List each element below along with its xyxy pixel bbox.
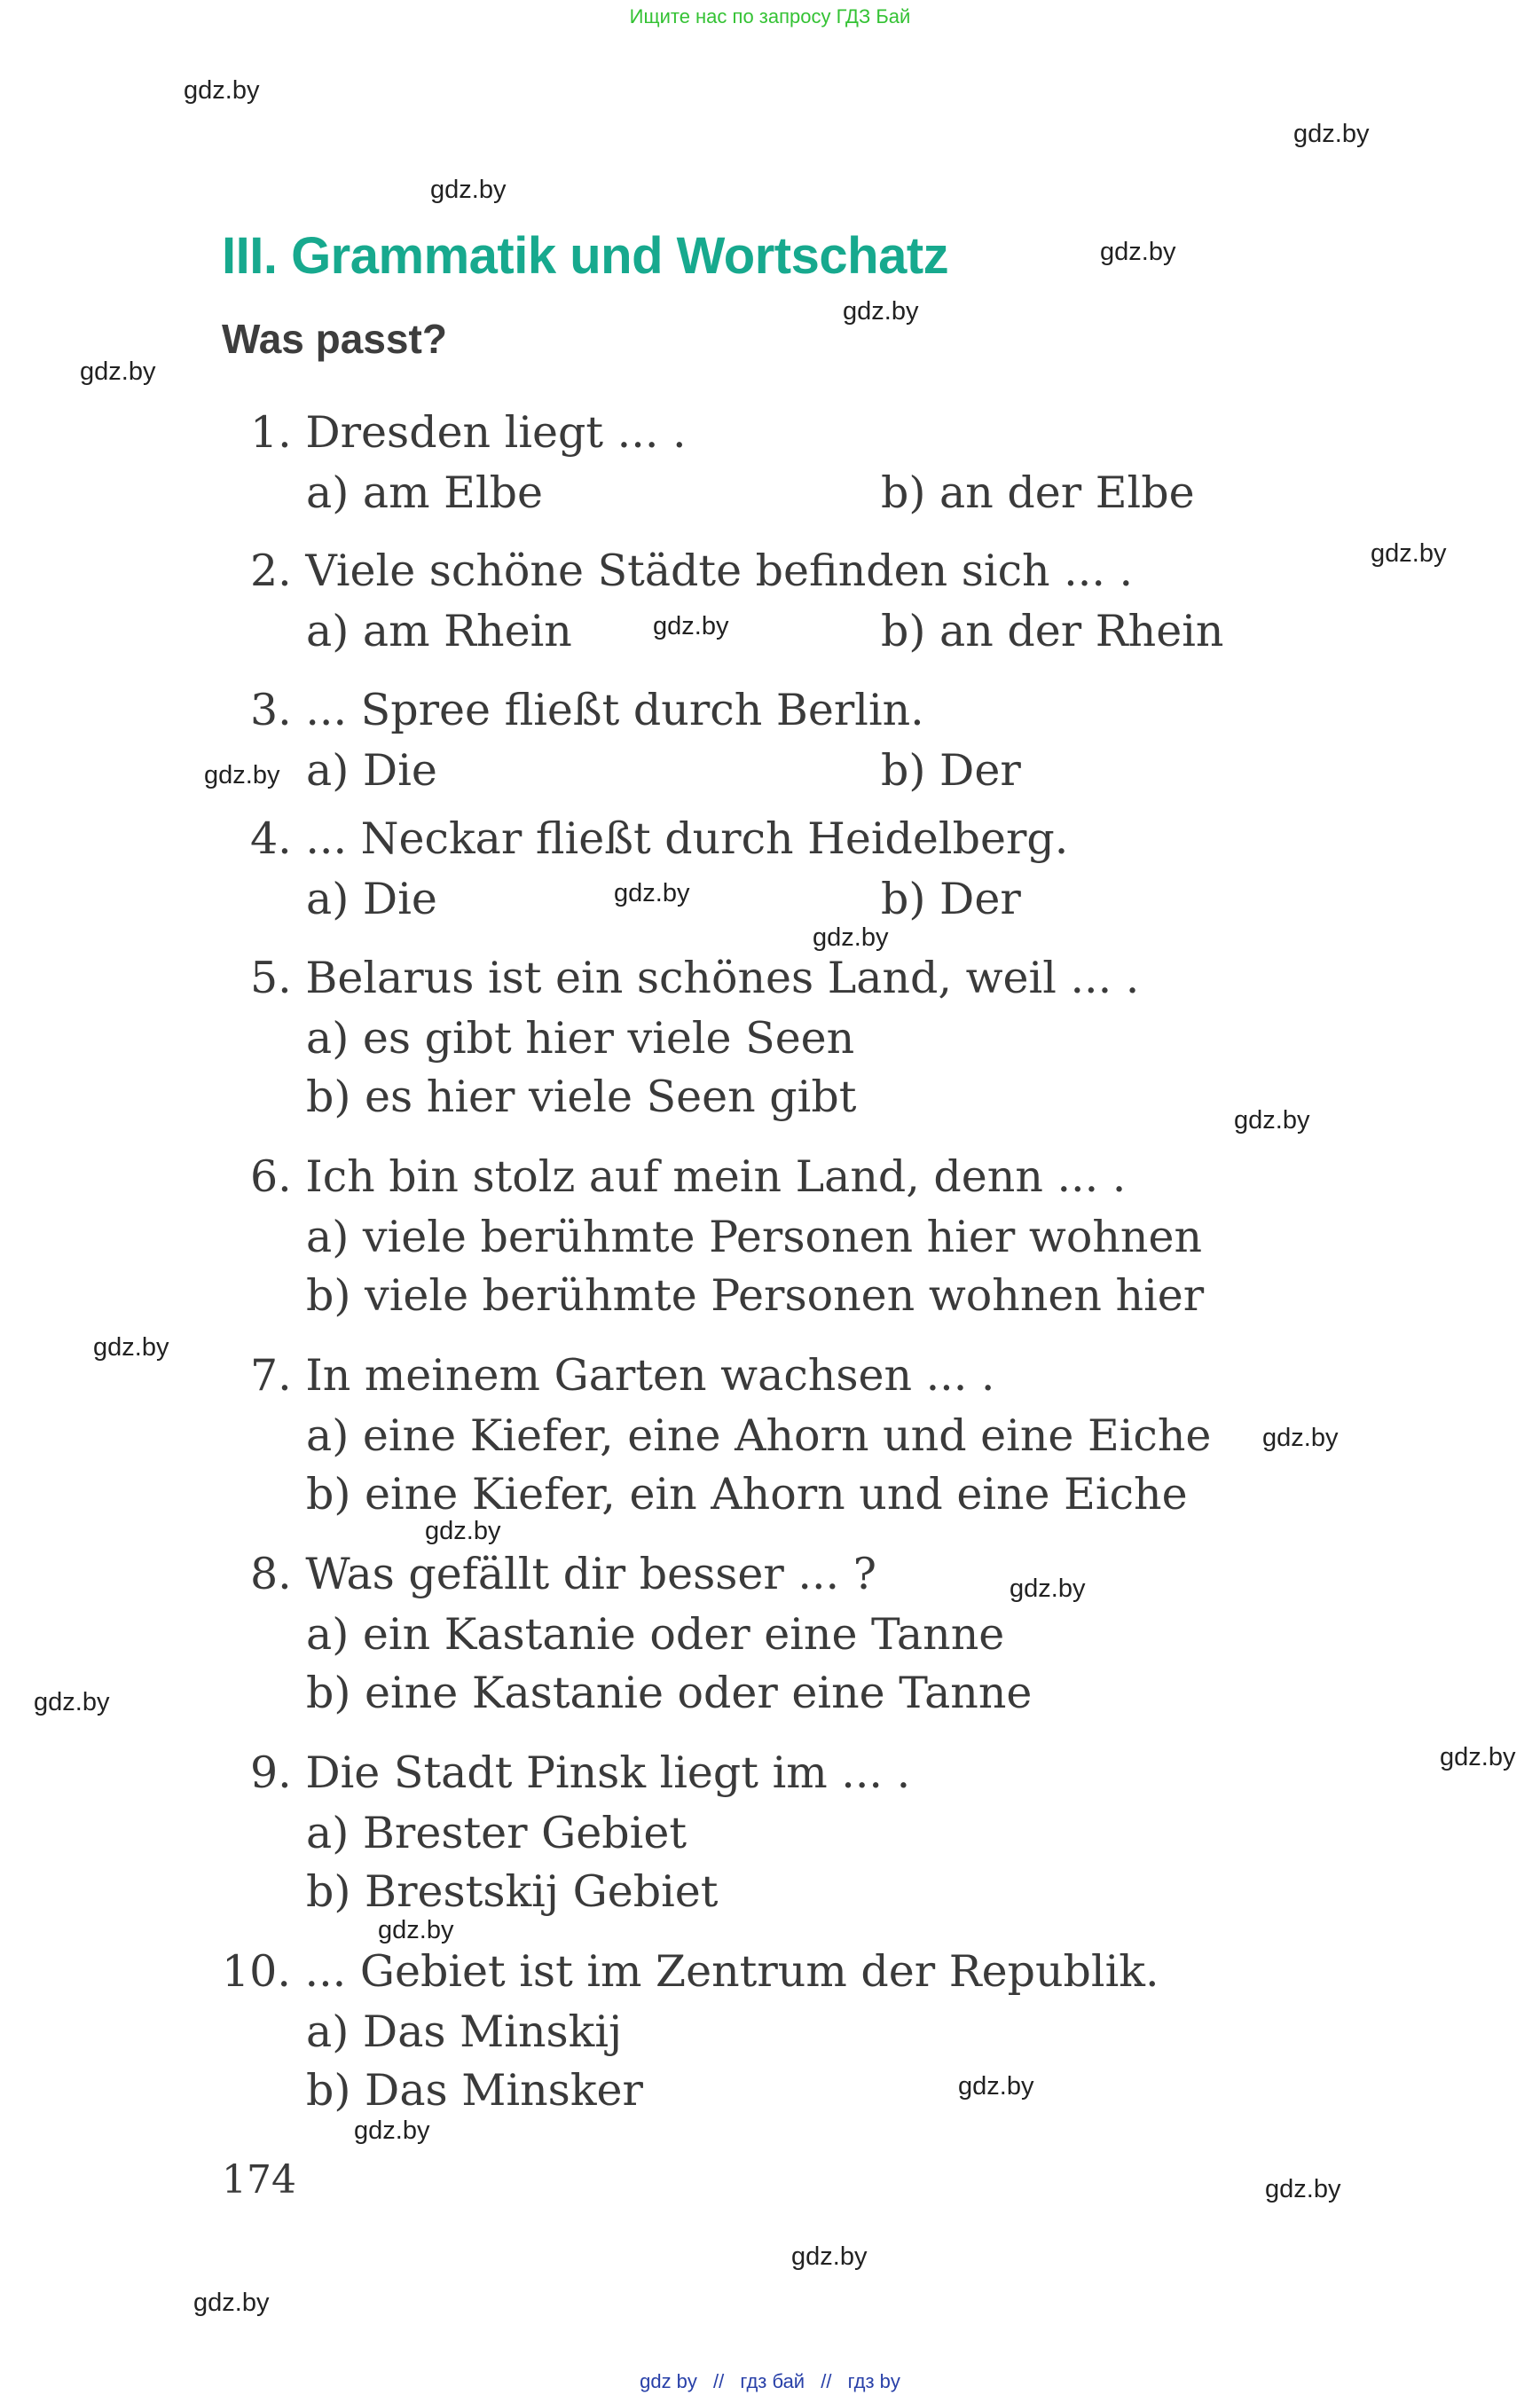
- watermark: gdz.by: [204, 761, 280, 789]
- option-b: b) Brestskij Gebiet: [306, 1866, 719, 1917]
- watermark: gdz.by: [93, 1333, 169, 1362]
- option-a: a) Die: [306, 745, 437, 796]
- watermark: gdz.by: [958, 2072, 1034, 2101]
- watermark: gdz.by: [1100, 238, 1176, 266]
- option-a: a) Die: [306, 874, 437, 924]
- watermark: gdz.by: [1234, 1106, 1310, 1135]
- footer-separator: //: [713, 2370, 725, 2392]
- page-number: 174: [222, 2157, 296, 2203]
- option-a: a) ein Kastanie oder eine Tanne: [306, 1609, 1005, 1660]
- option-a: a) viele berühmte Personen hier wohnen: [306, 1212, 1203, 1262]
- option-b: b) eine Kiefer, ein Ahorn und eine Eiche: [306, 1469, 1188, 1520]
- option-a: a) am Elbe: [306, 467, 543, 518]
- watermark: gdz.by: [1265, 2175, 1341, 2203]
- question-4: [250, 813, 1068, 866]
- question-number: 10.: [222, 1946, 291, 1997]
- watermark: gdz.by: [184, 76, 260, 105]
- watermark: gdz.by: [80, 357, 156, 386]
- watermark: gdz.by: [354, 2116, 430, 2145]
- question-number: 9.: [250, 1747, 292, 1798]
- question-text: ... Neckar fließt durch Heidelberg.: [305, 813, 1069, 864]
- section-title: III. Grammatik und Wortschatz: [222, 227, 949, 285]
- option-a: a) Brester Gebiet: [306, 1808, 688, 1858]
- question-text: In meinem Garten wachsen ... .: [305, 1350, 995, 1401]
- watermark: gdz.by: [813, 923, 889, 952]
- question-text: ... Gebiet ist im Zentrum der Republik.: [304, 1946, 1159, 1997]
- watermark: gdz.by: [378, 1916, 454, 1944]
- option-a: a) Das Minskij: [306, 2006, 623, 2057]
- option-b: b) an der Elbe: [881, 467, 1195, 518]
- question-number: 8.: [250, 1549, 292, 1599]
- question-number: 5.: [250, 953, 292, 1003]
- question-number: 2.: [250, 546, 292, 596]
- option-b: b) viele berühmte Personen wohnen hier: [306, 1270, 1205, 1321]
- option-b: b) Der: [881, 745, 1021, 796]
- question-text: Viele schöne Städte befinden sich ... .: [305, 546, 1134, 596]
- footer-separator: //: [821, 2370, 832, 2392]
- question-8: [250, 1548, 876, 1601]
- top-banner[interactable]: Ищите нас по запросу ГДЗ Бай: [629, 5, 911, 27]
- option-a: a) eine Kiefer, eine Ahorn und eine Eiche: [306, 1410, 1212, 1461]
- question-5: [250, 952, 1139, 1005]
- question-text: Die Stadt Pinsk liegt im ... .: [305, 1747, 911, 1798]
- watermark: gdz.by: [1262, 1424, 1339, 1452]
- question-number: 3.: [250, 685, 292, 735]
- exercise-subtitle: Was passt?: [222, 316, 447, 362]
- question-number: 6.: [250, 1151, 292, 1202]
- question-3: [250, 684, 924, 737]
- question-text: Was gefällt dir besser ... ?: [305, 1549, 876, 1599]
- watermark: gdz.by: [193, 2289, 270, 2317]
- watermark: gdz.by: [1371, 539, 1447, 568]
- footer-links: [0, 2370, 1540, 2393]
- watermark: gdz.by: [653, 612, 729, 640]
- question-text: ... Spree fließt durch Berlin.: [305, 685, 924, 735]
- option-b: b) Der: [881, 874, 1021, 924]
- question-number: 1.: [250, 407, 292, 458]
- watermark: gdz.by: [614, 879, 690, 907]
- option-a: a) am Rhein: [306, 606, 572, 656]
- question-6: [250, 1150, 1126, 1204]
- watermark: gdz.by: [425, 1517, 501, 1545]
- question-10: [222, 1945, 1159, 1999]
- watermark: gdz.by: [34, 1688, 110, 1716]
- question-number: 7.: [250, 1350, 292, 1401]
- question-text: Dresden liegt ... .: [305, 407, 687, 458]
- option-b: b) eine Kastanie oder eine Tanne: [306, 1668, 1033, 1718]
- question-7: [250, 1349, 994, 1402]
- footer-link[interactable]: gdz by: [640, 2370, 697, 2392]
- option-a: a) es gibt hier viele Seen: [306, 1013, 855, 1064]
- watermark: gdz.by: [1010, 1575, 1086, 1603]
- option-b: b) Das Minsker: [306, 2065, 643, 2116]
- question-1: [250, 406, 687, 459]
- footer-link[interactable]: гдз by: [847, 2370, 900, 2392]
- question-9: [250, 1747, 910, 1800]
- watermark: gdz.by: [843, 297, 919, 326]
- question-2: [250, 545, 1133, 598]
- watermark: gdz.by: [1293, 120, 1370, 148]
- question-text: Ich bin stolz auf mein Land, denn ... .: [305, 1151, 1127, 1202]
- option-b: b) es hier viele Seen gibt: [306, 1072, 857, 1122]
- question-number: 4.: [250, 813, 292, 864]
- watermark: gdz.by: [791, 2242, 868, 2271]
- option-b: b) an der Rhein: [881, 606, 1224, 656]
- question-text: Belarus ist ein schönes Land, weil ... .: [305, 953, 1140, 1003]
- watermark: gdz.by: [1440, 1743, 1516, 1771]
- footer-link[interactable]: гдз бай: [740, 2370, 805, 2392]
- watermark: gdz.by: [430, 176, 507, 204]
